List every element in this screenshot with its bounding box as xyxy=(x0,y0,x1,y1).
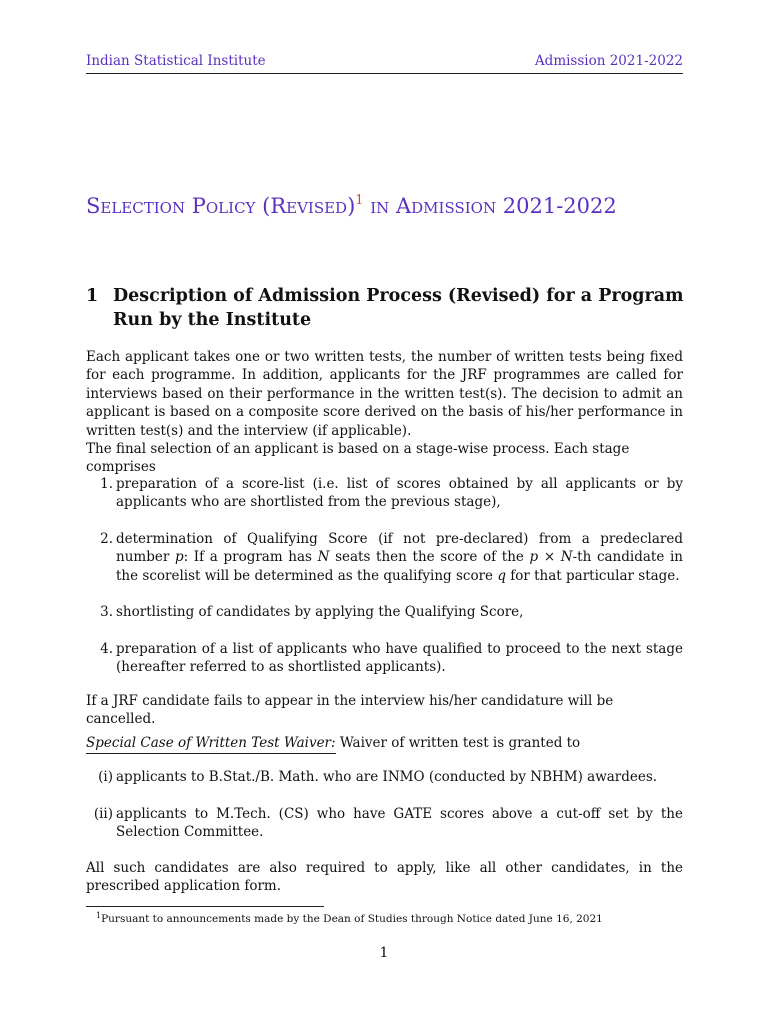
running-header xyxy=(86,52,683,70)
stage-text: shortlisting of candidates by applying the Qualifying Score, xyxy=(116,604,524,620)
page-number: 1 xyxy=(379,945,389,961)
section-number: 1 xyxy=(86,286,99,306)
stagewise-paragraph: The final selection of an applicant is based on a stage-wise process. Each stage comprises xyxy=(86,441,630,476)
closing-paragraph: All such candidates are also required to apply, like all other candidates, in the prescribed application form. xyxy=(86,860,683,895)
stage-text-part: determination of Qualifying Score (if not pre-declared) from a predeclared number xyxy=(116,531,683,566)
waiver-item-2 xyxy=(86,805,683,842)
section-heading xyxy=(86,284,686,332)
document-title xyxy=(86,186,686,221)
footnote-text: Pursuant to announcements made by the Dean of Studies through Notice dated June 16, 2021 xyxy=(101,913,603,925)
stage-item-2 xyxy=(86,530,683,585)
math-p-times-n: p × N xyxy=(529,549,573,566)
special-case-paragraph xyxy=(86,734,683,752)
footnote-rule xyxy=(86,906,324,907)
math-p: p xyxy=(174,549,184,566)
waiver-item-1 xyxy=(86,768,683,786)
special-case-label: Special Case of Written Test Waiver: xyxy=(86,735,336,754)
footnote-marker: 1 xyxy=(96,911,102,920)
stage-item-3 xyxy=(86,603,683,621)
stage-text-part: -th candidate in the scorelist will be determined as the qualifying score xyxy=(116,549,683,584)
stage-item-4 xyxy=(86,640,683,677)
stage-text: preparation of a list of applicants who have qualified to proceed to the next stage (hereafter referred to as shortlisted applicants). xyxy=(116,641,683,676)
math-n: N xyxy=(317,549,330,566)
title-footnote-marker: 1 xyxy=(355,193,364,208)
stage-marker: 3. xyxy=(100,604,113,620)
stage-marker: 1. xyxy=(100,476,113,492)
title-suffix: in Admission 2021-2022 xyxy=(363,194,617,218)
jrf-note-paragraph: If a JRF candidate fails to appear in the interview his/her candidature will be cancelled. xyxy=(86,693,614,728)
header-institute: Indian Statistical Institute xyxy=(86,53,266,69)
waiver-text: applicants to M.Tech. (CS) who have GATE scores above a cut-off set by the Selection Committee. xyxy=(116,806,683,841)
waiver-marker: (i) xyxy=(98,769,113,785)
header-rule xyxy=(86,73,683,74)
title-main: Selection Policy (Revised) xyxy=(86,194,356,218)
stage-marker: 2. xyxy=(100,531,113,547)
stage-text-part: for that particular stage. xyxy=(505,567,680,584)
stage-marker: 4. xyxy=(100,641,113,657)
waiver-text: applicants to B.Stat./B. Math. who are INMO (conducted by NBHM) awardees. xyxy=(116,769,658,785)
stage-text: preparation of a score-list (i.e. list of scores obtained by all applicants or by applicants who are shortlisted from the previous stage), xyxy=(116,476,683,511)
footnote xyxy=(96,909,603,926)
stage-text-part: seats then the score of the xyxy=(329,549,530,566)
intro-paragraph: Each applicant takes one or two written tests, the number of written tests being fixed for each programme. In addition, applicants for the JRF programmes are called for interviews based on their performance in the written test(s). The decision to admit an applicant is based on a composite score derived on the basis of his/her performance in written test(s) and the interview (if applicable). xyxy=(86,349,683,439)
header-admission-year: Admission 2021-2022 xyxy=(534,53,683,69)
stage-text-part: : If a program has xyxy=(183,549,318,566)
section-title: Description of Admission Process (Revised) for a Program Run by the Institute xyxy=(113,286,684,330)
stage-text xyxy=(116,530,683,585)
stage-item-1 xyxy=(86,475,683,512)
waiver-marker: (ii) xyxy=(93,806,113,822)
math-q: q xyxy=(497,567,506,584)
special-case-text: Waiver of written test is granted to xyxy=(335,735,581,751)
